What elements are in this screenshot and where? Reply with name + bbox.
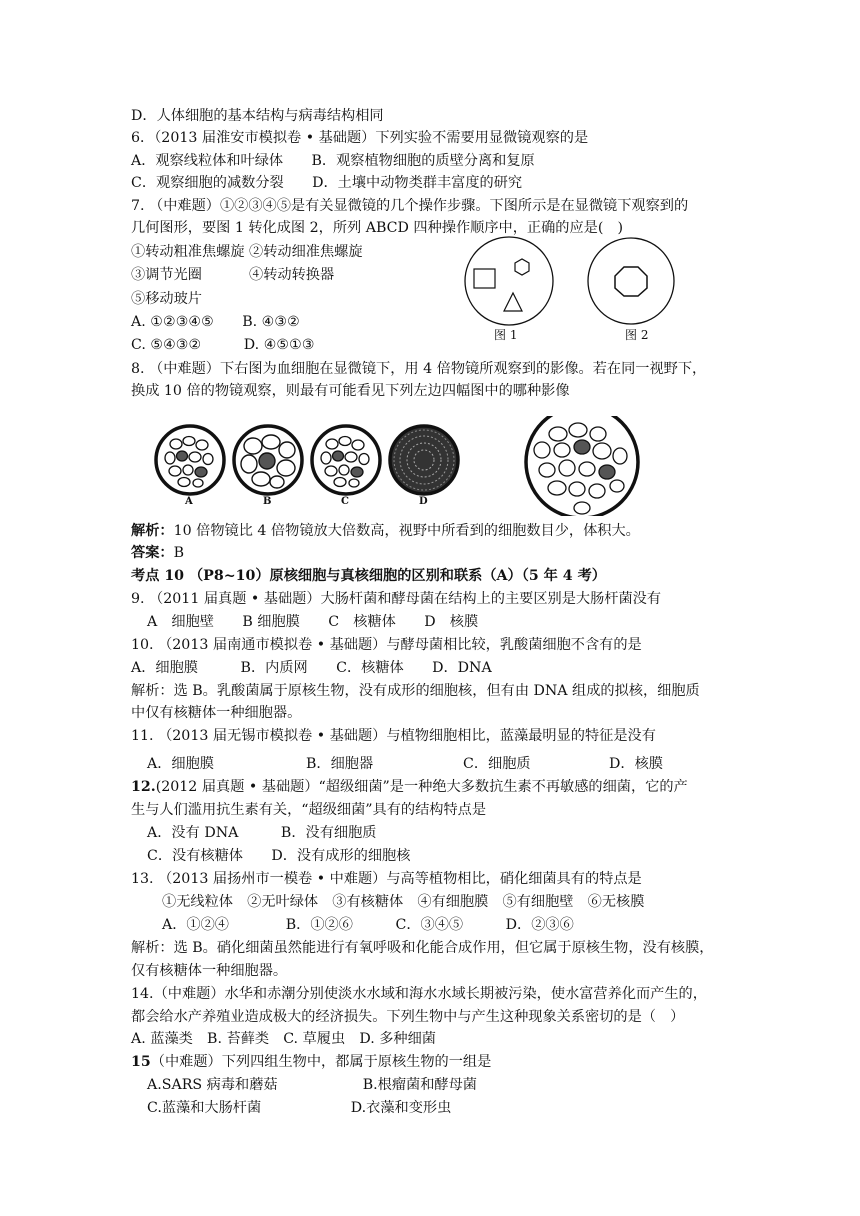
q12-options-ab: A．没有 DNA B．没有细胞质 <box>147 825 377 841</box>
section-heading: 考点 10 （P8~10）原核细胞与真核细胞的区别和联系（A）（5 年 4 考） <box>131 568 606 584</box>
q9-options: A 细胞壁 B 细胞膜 C 核糖体 D 核膜 <box>147 614 479 630</box>
q6-options-cd: C．观察细胞的减数分裂 D．土壤中动物类群丰富度的研究 <box>131 175 523 191</box>
q12-stem-text: (2012 届真题 • 基础题）“超级细菌”是一种绝大多数抗生素不再敏感的细菌，它的产 <box>155 779 688 795</box>
q10-analysis-line2: 中仅有核糖体一种细胞器。 <box>131 705 302 721</box>
q7-steps-line3: ⑤移动玻片 <box>131 291 202 307</box>
q10-analysis-line1: 解析：选 B。乳酸菌属于原核生物，没有成形的细胞核，但有由 DNA 组成的拟核，细胞质 <box>131 683 700 699</box>
q8-microscope-views <box>150 416 710 516</box>
q7-stem-line2: 几何图形，要图 1 转化成图 2，所列 ABCD 四种操作顺序中，正确的应是( ) <box>131 220 624 236</box>
view-d-label: D <box>419 496 428 507</box>
q13-analysis-line1: 解析：选 B。硝化细菌虽然能进行有氧呼吸和化能合成作用，但它属于原核生物，没有核膜， <box>131 940 714 956</box>
q12-stem-line2: 生与人们滥用抗生素有关，“超级细菌”具有的结构特点是 <box>131 802 487 818</box>
q11-option-d: D．核膜 <box>609 756 663 772</box>
view-original-4x <box>526 416 638 516</box>
analysis-text: 10 倍物镜比 4 倍物镜放大倍数高，视野中所看到的细胞数目少，体积大。 <box>173 523 640 539</box>
q6-options-ab: A．观察线粒体和叶绿体 B．观察植物细胞的质壁分离和复原 <box>131 153 535 169</box>
view-c <box>312 426 380 494</box>
q13-items: ①无线粒体 ②无叶绿体 ③有核糖体 ④有细胞膜 ⑤有细胞壁 ⑥无核膜 <box>162 894 645 910</box>
q15-stem <box>131 1052 491 1072</box>
answer-label: 答案： <box>131 545 174 561</box>
q11-option-a: A．细胞膜 <box>147 756 214 772</box>
q12-options-cd: C．没有核糖体 D．没有成形的细胞核 <box>147 848 411 864</box>
hexagon-shape <box>515 259 529 275</box>
q13-stem: 13. （2013 届扬州市一模卷 • 中难题）与高等植物相比，硝化细菌具有的特点是 <box>131 871 642 887</box>
q14-stem-line1: 14.（中难题）水华和赤潮分别使淡水水域和海水水域长期被污染，使水富营养化而产生的， <box>131 986 707 1002</box>
view-b <box>234 426 302 494</box>
analysis-label: 解析： <box>131 523 174 539</box>
q7-stem-line1: 7. （中难题）①②③④⑤是有关显微镜的几个操作步骤。下图所示是在显微镜下观察到的 <box>131 198 689 214</box>
q7-steps-line2: ③调节光圈 ④转动转换器 <box>131 267 335 283</box>
q8-answer <box>131 543 184 563</box>
q11-stem: 11. （2013 届无锡市模拟卷 • 基础题）与植物细胞相比，蓝藻最明显的特征是没有 <box>131 728 656 744</box>
q6-stem: 6．（2013 届淮安市模拟卷 • 基础题）下列实验不需要用显微镜观察的是 <box>131 130 589 146</box>
octagon-shape <box>615 267 647 296</box>
triangle-shape <box>504 293 522 311</box>
view-d <box>390 426 458 494</box>
square-shape <box>474 269 495 288</box>
q14-stem-line2: 都会给水产养殖业造成极大的经济损失。下列生物中与产生这种现象关系密切的是（ ） <box>131 1009 685 1025</box>
q10-options: A．细胞膜 B．内质网 C．核糖体 D．DNA <box>131 660 492 676</box>
view-a-label: A <box>185 496 193 507</box>
q11-option-b: B．细胞器 <box>306 756 374 772</box>
q7-steps-line1: ①转动粗准焦螺旋 ②转动细准焦螺旋 <box>131 244 363 260</box>
figure-1-field <box>465 237 553 325</box>
q8-stem-line2: 换成 10 倍的物镜观察，则最有可能看见下列左边四幅图中的哪种影像 <box>131 383 570 399</box>
view-c-label: C <box>341 496 349 507</box>
q8-stem-line1: 8. （中难题）下右图为血细胞在显微镜下，用 4 倍物镜所观察到的影像。若在同一视野下， <box>131 361 707 377</box>
figure-2-field <box>588 238 674 324</box>
q15-number: 15 <box>131 1054 151 1070</box>
q13-options: A．①②④ B．①②⑥ C．③④⑤ D．②③⑥ <box>162 917 574 933</box>
q7-answers-line1: A. ①②③④⑤ B. ④③② <box>131 314 300 330</box>
answer-text: B <box>173 545 185 561</box>
q15-stem-text: （中难题）下列四组生物中，都属于原核生物的一组是 <box>150 1054 492 1070</box>
view-b-label: B <box>263 496 272 507</box>
q15-options-cd: C.蓝藻和大肠杆菌 D.衣藻和变形虫 <box>147 1100 452 1116</box>
q7-answers-line2: C. ⑤④③② D. ④⑤①③ <box>131 337 315 353</box>
q5-option-d: D．人体细胞的基本结构与病毒结构相同 <box>131 108 384 124</box>
q10-stem: 10. （2013 届南通市模拟卷 • 基础题）与酵母菌相比较，乳酸菌细胞不含有的是 <box>131 637 642 653</box>
view-a <box>156 426 224 494</box>
q15-options-ab: A.SARS 病毒和蘑菇 B.根瘤菌和酵母菌 <box>147 1077 477 1093</box>
q12-number: 12. <box>131 779 156 795</box>
figure-1-caption: 图 1 <box>494 328 518 342</box>
q11-option-c: C．细胞质 <box>463 756 531 772</box>
q8-analysis <box>131 521 640 541</box>
q13-analysis-line2: 仅有核糖体一种细胞器。 <box>131 963 288 979</box>
q9-stem: 9. （2011 届真题 • 基础题）大肠杆菌和酵母菌在结构上的主要区别是大肠杆菌没有 <box>131 591 662 607</box>
q14-options: A. 蓝藻类 B. 苔藓类 C. 草履虫 D. 多种细菌 <box>131 1031 436 1047</box>
figure-2-caption: 图 2 <box>625 328 649 342</box>
q12-stem-line1 <box>131 777 688 797</box>
q7-figures <box>460 236 720 326</box>
